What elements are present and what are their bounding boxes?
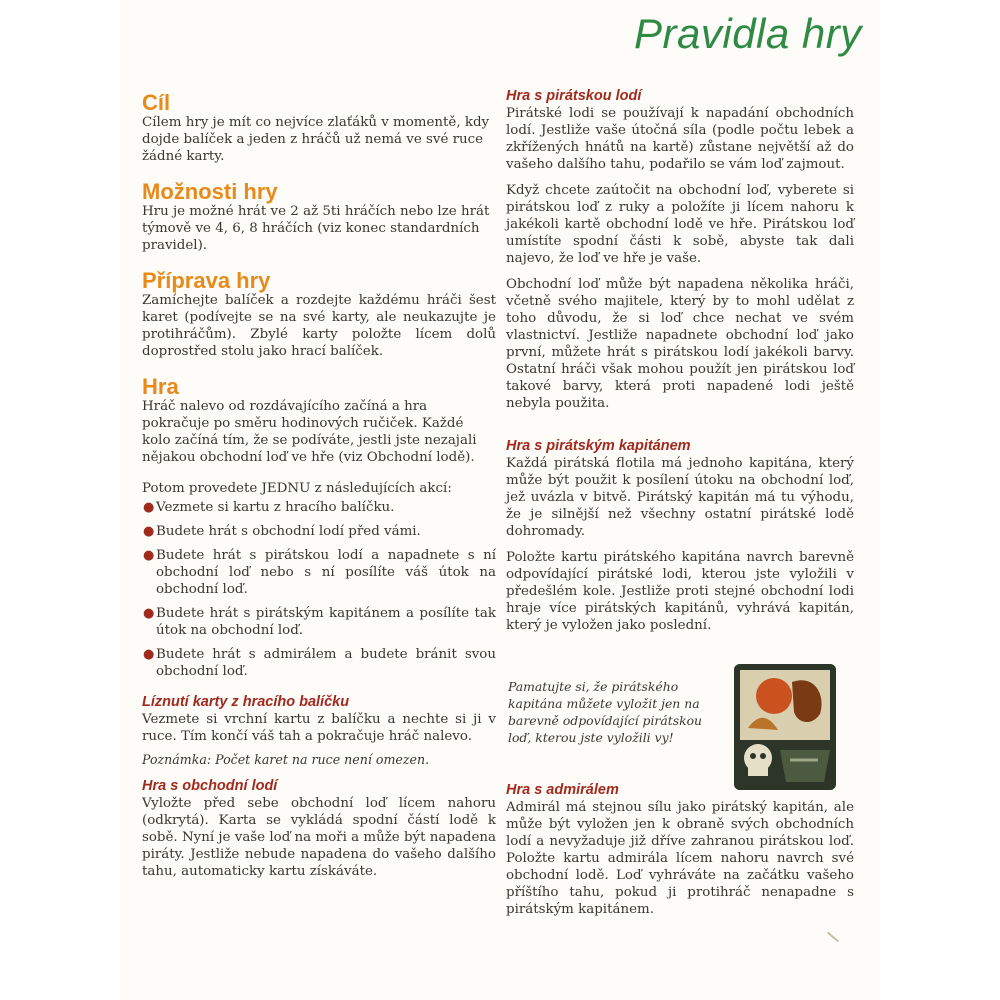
piratska-paragraph-3: Obchodní loď může být napadena několika hráči, včetně svého majitele, který by to mohl udělat z toho důvodu, že si loď chce nechat ve svém vlastnictví. Jestliže napadnete obchodní loď jako první, můžete hrát s pirátskou lodí jakékoli barvy. Ostatní hráči však mohou použít jen pirátskou loď takové barvy, která proti napadené lodi ještě nebyla použita.	[506, 277, 854, 411]
heading-hra-s-piratskym-kapitanem: Hra s pirátským kapitánem	[506, 438, 691, 454]
cil-text: Cílem hry je mít co nejvíce zlaťáků v momentě, kdy dojde balíček a jeden z hráčů už nemá ve své ruce žádné karty.	[142, 115, 490, 164]
kapitan-paragraph-2: Položte kartu pirátského kapitána navrch barevně odpovídající pirátské lodi, kterou jste vyložili v předešlém kole. Jestliže proti stejné obchodní lodi hraje více pirátských kapitánů, vyhrává kapitán, který je vyložen jako poslední.	[506, 550, 854, 633]
red-bullet-icon: ●	[143, 524, 155, 539]
tip-note: Pamatujte si, že pirátského kapitána můžete vyložit jen na barevně odpovídající pirátskou loď, kterou jste vyložili vy!	[508, 679, 703, 745]
card-art	[734, 664, 836, 790]
action-text: Budete hrát s admirálem a budete bránit svou obchodní loď.	[156, 647, 496, 679]
heading-hra-s-piratskou-lodi: Hra s pirátskou lodí	[506, 88, 642, 104]
hra-text: Hráč nalevo od rozdávajícího začíná a hra pokračuje po směru hodinových ručiček. Každé kolo začíná tím, že se podíváte, jestli jste nezajali nějakou obchodní loď ve hře (viz Obchodní lodě).	[142, 399, 477, 465]
obchodni-text: Vyložte před sebe obchodní loď lícem nahoru (odkrytá). Karta se vykládá spodní částí lodě k sobě. Nyní je vaše loď na moři a může být napadena piráty. Jestliže nebude napadena do vašeho dalšího tahu, automaticky kartu získáváte.	[142, 796, 496, 879]
page-title: Pravidla hry	[634, 10, 862, 57]
poznamka-note: Poznámka: Počet karet na ruce není omezen.	[142, 752, 430, 767]
list-item	[142, 605, 496, 639]
pirate-card-illustration	[734, 664, 836, 790]
action-text: Vezmete si kartu z hracího balíčku.	[156, 500, 395, 515]
kapitan-paragraph-1: Každá pirátská flotila má jednoho kapitána, který může být použit k posílení útoku na obchodní loď, jež uvázla v bitvě. Pirátský kapitán má tu výhodu, že je silnější než všechny ostatní pirátské lodě dohromady.	[506, 456, 854, 539]
action-text: Budete hrát s pirátským kapitánem a posílíte tak útok na obchodní loď.	[156, 606, 496, 638]
red-bullet-icon: ●	[143, 606, 155, 621]
heading-hra-s-admiralem: Hra s admirálem	[506, 782, 619, 798]
priprava-text: Zamíchejte balíček a rozdejte každému hráči šest karet (podívejte se na své karty, ale neukazujte je protihráčům). Zbylé karty položte lícem dolů doprostřed stolu jako hrací balíček.	[142, 293, 496, 359]
heading-liznuti-karty: Líznutí karty z hracího balíčku	[142, 694, 350, 710]
action-text: Budete hrát s pirátskou lodí a napadnete s ní obchodní loď nebo s ní posílíte váš útok na obchodní loď.	[156, 548, 496, 597]
admiral-section	[506, 782, 854, 918]
red-bullet-icon: ●	[143, 548, 155, 563]
moznosti-text: Hru je možné hrát ve 2 až 5ti hráčích nebo lze hrát týmově ve 4, 6, 8 hráčích (viz konec standardních pravidel).	[142, 204, 490, 253]
piratska-paragraph-1: Pirátské lodi se používají k napadání obchodních lodí. Jestliže vaše útočná síla (podle počtu lebek a zkřížených hnátů na kartě) zůstane největší až do vašeho dalšího tahu, podařilo se vám loď zajmout.	[506, 106, 854, 172]
left-column	[142, 92, 496, 880]
heading-priprava-hry: Příprava hry	[142, 268, 271, 293]
list-item	[142, 547, 496, 598]
piratska-paragraph-2: Když chcete zaútočit na obchodní loď, vyberete si pirátskou loď z ruky a položíte ji lícem nahoru k jakékoli kartě obchodní lodě ve hře. Pirátskou loď umístíte spodní části k sobě, abyste tak dali najevo, že loď ve hře je vaše.	[506, 183, 854, 266]
heading-cil: Cíl	[142, 90, 171, 115]
actions-list	[142, 499, 496, 680]
liznuti-text: Vezmete si vrchní kartu z balíčku a nechte si ji v ruce. Tím končí váš tah a pokračuje hráč nalevo.	[142, 712, 496, 744]
red-bullet-icon: ●	[143, 647, 155, 662]
list-item	[142, 499, 496, 516]
list-item	[142, 523, 496, 540]
action-text: Budete hrát s obchodní lodí před vámi.	[156, 524, 421, 539]
right-column	[506, 88, 854, 634]
heading-hra: Hra	[142, 374, 179, 399]
heading-moznosti-hry: Možnosti hry	[142, 179, 278, 204]
actions-intro: Potom provedete JEDNU z následujících akcí:	[142, 481, 452, 496]
admiral-text: Admirál má stejnou sílu jako pirátský kapitán, ale může být vyložen jen k obraně svých obchodních lodí a nevyžaduje již dříve zahranou pirátskou loď. Položte kartu admirála lícem nahoru navrch své obchodní lodě. Loď vyhráváte na začátku vašeho příštího tahu, pokud ji protihráč nenapadne s pirátským kapitánem.	[506, 800, 854, 917]
red-bullet-icon: ●	[143, 500, 155, 515]
heading-hra-s-obchodni-lodi: Hra s obchodní lodí	[142, 778, 278, 794]
list-item	[142, 646, 496, 680]
